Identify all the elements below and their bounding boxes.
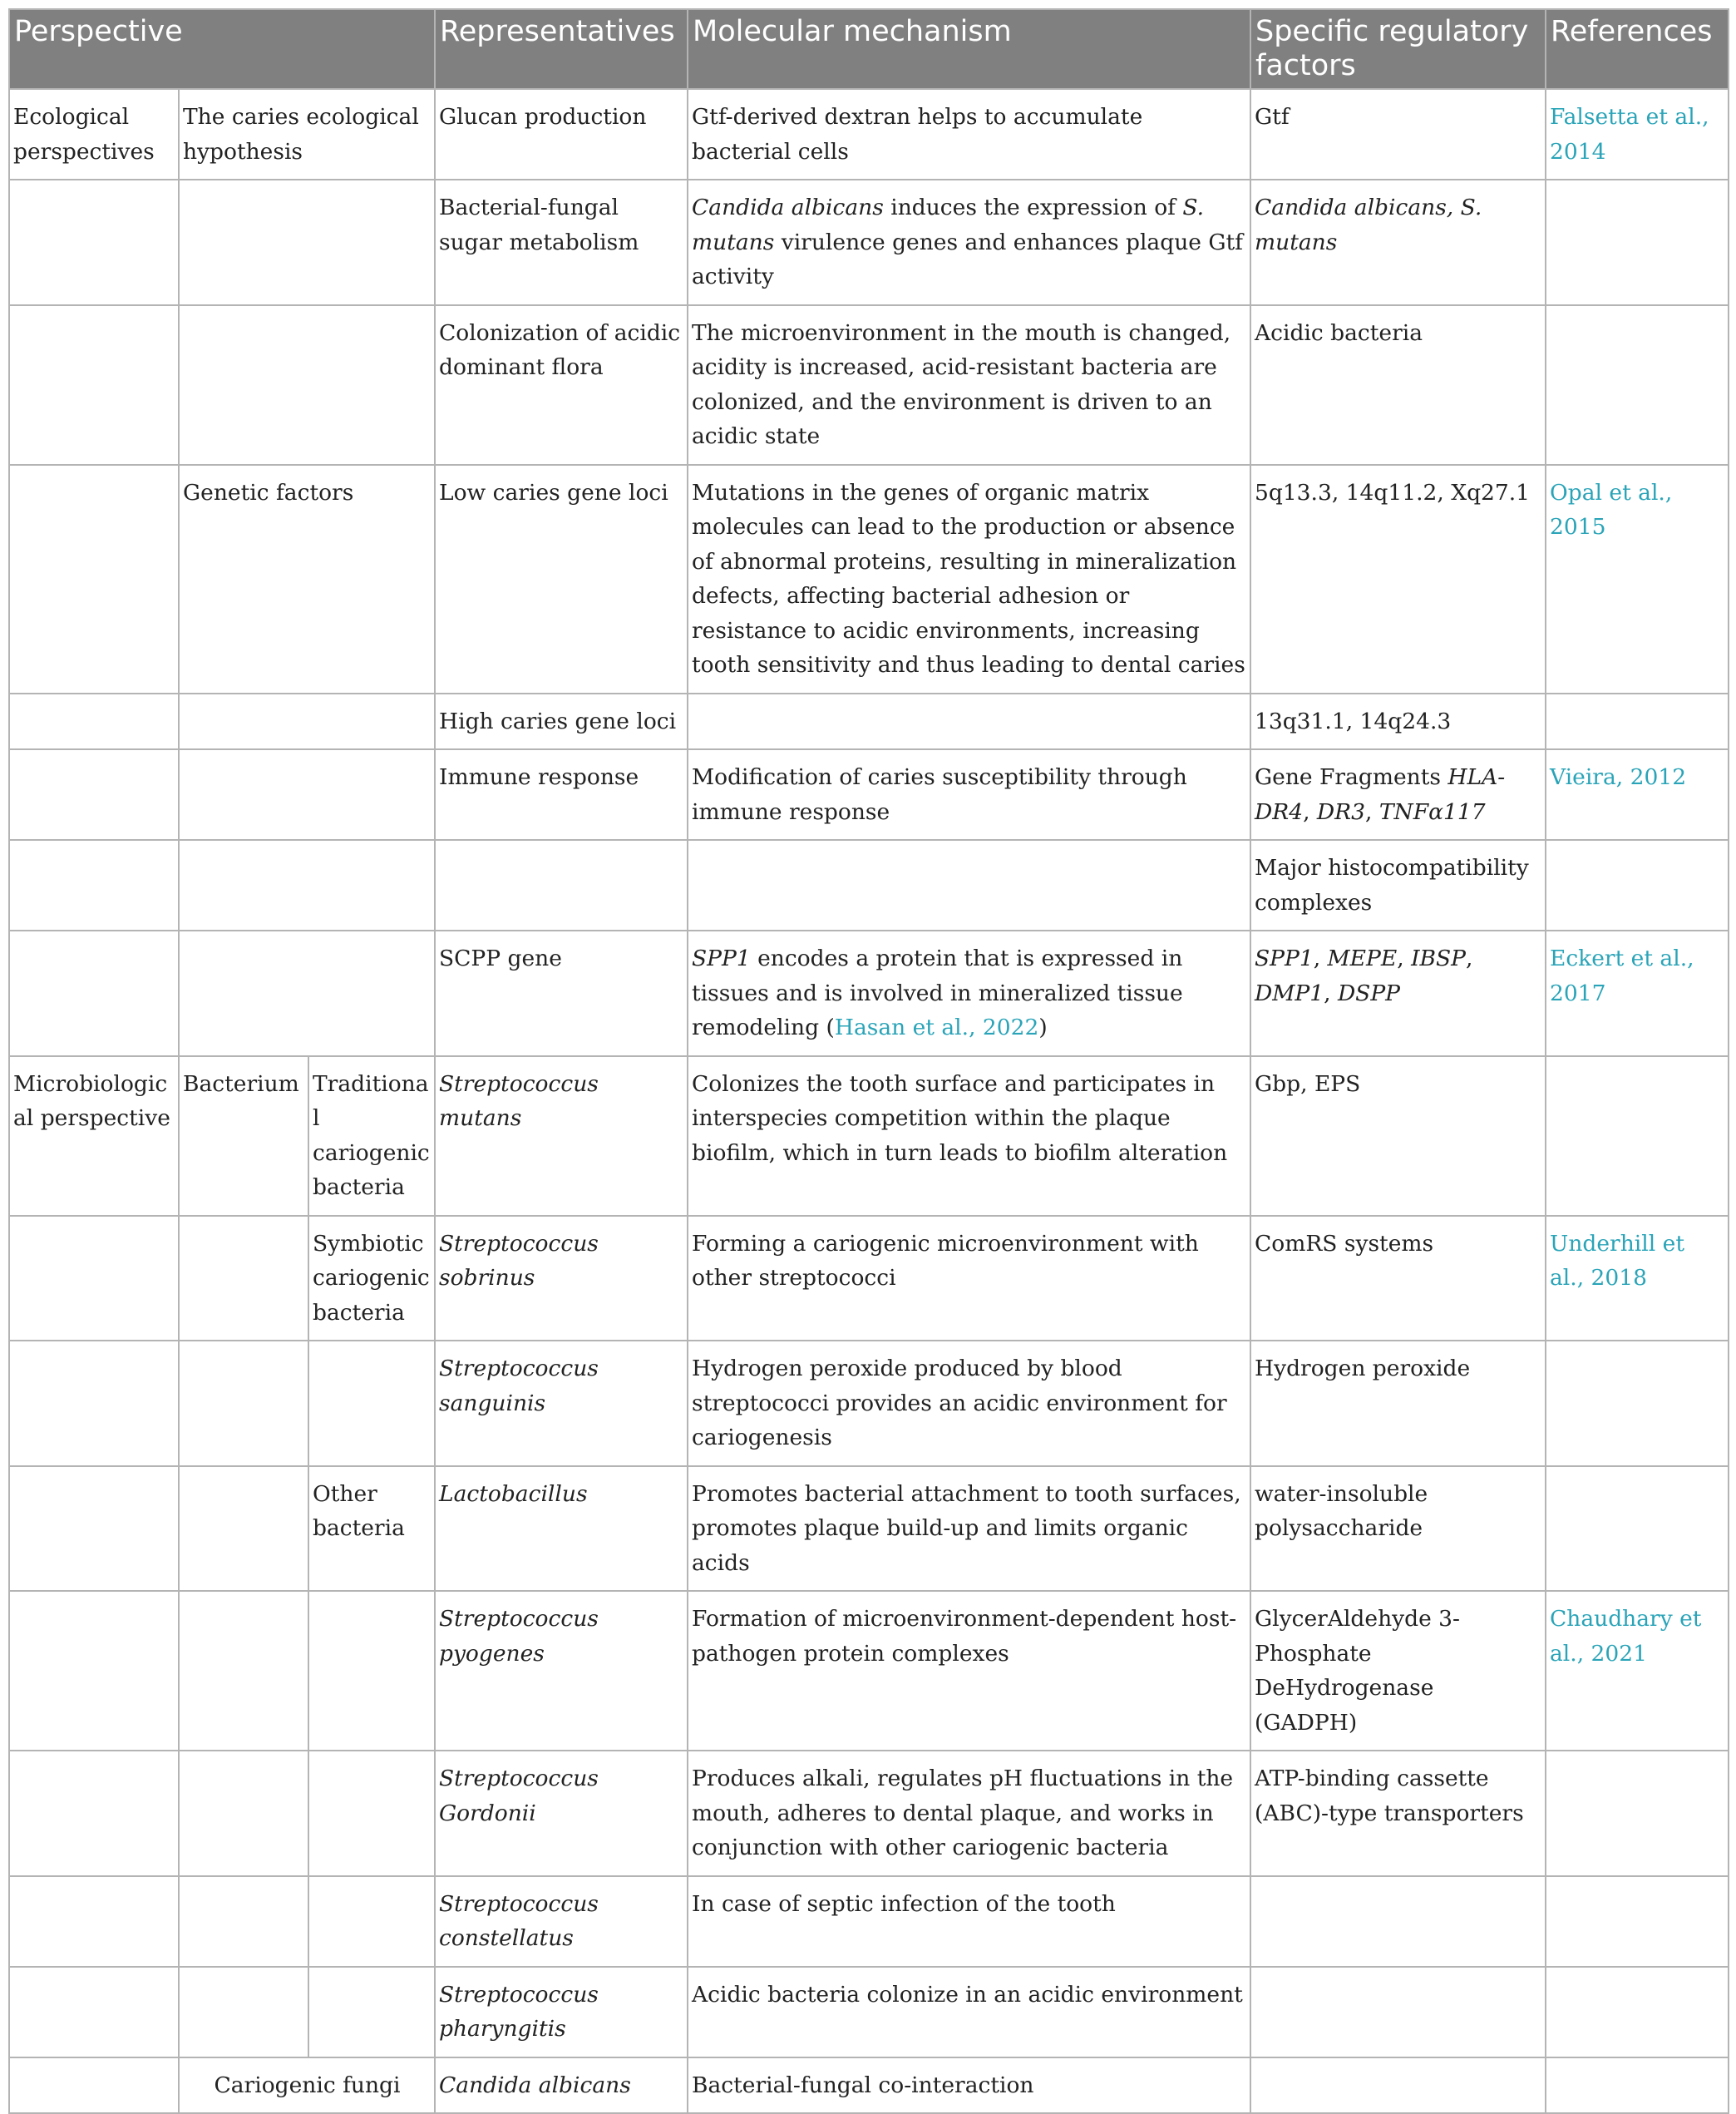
cell-factors: ATP-binding cassette (ABC)-type transporters: [1250, 1751, 1546, 1876]
cell-factors: [1250, 931, 1546, 1056]
cell-representative: Immune response: [435, 749, 688, 840]
cell-representative: Streptococcus pyogenes: [435, 1591, 688, 1751]
cell-category: [179, 1876, 308, 1967]
cell-representative: Streptococcus pharyngitis: [435, 1967, 688, 2057]
table-row: [9, 1751, 1729, 1876]
gene-name: SPP1: [692, 946, 751, 971]
cell-representative: Colonization of acidic dominant flora: [435, 305, 688, 465]
table-header-row: [9, 9, 1729, 89]
cell-factors: [1250, 749, 1546, 840]
cell-factors: ComRS systems: [1250, 1216, 1546, 1341]
reference-link[interactable]: Opal et al., 2015: [1550, 479, 1673, 540]
gene-name: SPP1: [1255, 946, 1314, 971]
cell-mechanism: Colonizes the tooth surface and participates in interspecies competition within the plaque biofilm, which in turn leads to biofilm alteration: [688, 1056, 1250, 1216]
cell-representative: Candida albicans: [435, 2057, 688, 2114]
cell-perspective: [9, 1466, 179, 1592]
cell-representative: SCPP gene: [435, 931, 688, 1056]
cell-subcategory: Traditional cariogenic bacteria: [308, 1056, 435, 1216]
table-row: [9, 749, 1729, 840]
factors-text: ,: [1313, 946, 1328, 971]
cell-mechanism: [688, 180, 1250, 305]
cell-factors: Gbp, EPS: [1250, 1056, 1546, 1216]
cell-representative: Streptococcus constellatus: [435, 1876, 688, 1967]
cell-perspective: [9, 1751, 179, 1876]
cell-representative: Bacterial-fungal sugar metabolism: [435, 180, 688, 305]
cell-mechanism: [688, 931, 1250, 1056]
cell-representative: Streptococcus mutans: [435, 1056, 688, 1216]
cell-reference: [1546, 1876, 1729, 1967]
cell-category: [179, 694, 435, 750]
table-row: [9, 840, 1729, 931]
cell-mechanism: Acidic bacteria colonize in an acidic environment: [688, 1967, 1250, 2057]
table-row: [9, 1056, 1729, 1216]
cell-mechanism: Mutations in the genes of organic matrix molecules can lead to the production or absence of abnormal proteins, resulting in mineralization defects, affecting bacterial adhesion or resistance to acidic environments, increasing tooth sensitivity and thus leading to dental caries: [688, 465, 1250, 694]
gene-name: DSPP: [1337, 980, 1400, 1006]
cell-perspective: [9, 1591, 179, 1751]
cell-mechanism: [688, 840, 1250, 931]
cell-reference[interactable]: [1546, 465, 1729, 694]
cell-category: Genetic factors: [179, 465, 435, 694]
table-row: [9, 1466, 1729, 1592]
gene-name: DR3: [1316, 798, 1365, 825]
cell-perspective: [9, 931, 179, 1056]
reference-link[interactable]: Underhill et al., 2018: [1550, 1230, 1684, 1291]
table-row: [9, 1216, 1729, 1341]
table-row: [9, 694, 1729, 750]
cell-representative: Streptococcus sobrinus: [435, 1216, 688, 1341]
cell-category: Cariogenic fungi: [179, 2057, 435, 2114]
cell-mechanism: Modification of caries susceptibility through immune response: [688, 749, 1250, 840]
cell-reference: [1546, 180, 1729, 305]
table-row: [9, 1591, 1729, 1751]
cell-mechanism: The microenvironment in the mouth is changed, acidity is increased, acid-resistant bacteria are colonized, and the environment is driven to an acidic state: [688, 305, 1250, 465]
cell-subcategory: [308, 1876, 435, 1967]
cell-representative: Streptococcus Gordonii: [435, 1751, 688, 1876]
cell-subcategory: Symbiotic cariogenic bacteria: [308, 1216, 435, 1341]
cell-reference: [1546, 694, 1729, 750]
gene-name: IBSP: [1411, 946, 1466, 971]
header-representatives: Representatives: [435, 9, 688, 89]
table-row: [9, 931, 1729, 1056]
cell-reference: [1546, 1056, 1729, 1216]
cell-reference: [1546, 1341, 1729, 1466]
cell-perspective: [9, 749, 179, 840]
cell-representative: [435, 840, 688, 931]
inline-reference-link[interactable]: Hasan et al., 2022: [834, 1015, 1039, 1040]
cell-representative: Glucan production: [435, 89, 688, 180]
header-perspective: Perspective: [9, 9, 435, 89]
cell-representative: Lactobacillus: [435, 1466, 688, 1592]
cell-perspective: [9, 2057, 179, 2114]
cell-representative: High caries gene loci: [435, 694, 688, 750]
cell-subcategory: [308, 1341, 435, 1466]
cell-category: [179, 1591, 308, 1751]
cell-category: [179, 931, 435, 1056]
table-container: [8, 8, 1728, 2114]
table-row: [9, 1876, 1729, 1967]
table-row: [9, 465, 1729, 694]
cell-mechanism: Formation of microenvironment-dependent host-pathogen protein complexes: [688, 1591, 1250, 1751]
cell-mechanism: Forming a cariogenic microenvironment with other streptococci: [688, 1216, 1250, 1341]
gene-name: HLA-DR4: [1255, 764, 1506, 825]
gene-name: DMP1: [1255, 980, 1324, 1006]
mechanism-text: induces the expression of: [883, 195, 1183, 220]
cell-subcategory: [308, 1967, 435, 2057]
species-name: S. mutans: [692, 195, 1205, 255]
cell-perspective: [9, 694, 179, 750]
gene-name: MEPE: [1327, 946, 1398, 971]
cell-reference: [1546, 1466, 1729, 1592]
cell-representative: Streptococcus sanguinis: [435, 1341, 688, 1466]
cell-category: [179, 840, 435, 931]
cell-perspective: [9, 305, 179, 465]
reference-link[interactable]: Falsetta et al., 2014: [1550, 104, 1709, 165]
mechanism-text: virulence genes and enhances plaque Gtf activity: [692, 229, 1243, 289]
cell-subcategory: [308, 1751, 435, 1876]
table-row: [9, 1341, 1729, 1466]
cell-factors: [1250, 1876, 1546, 1967]
factors-text: ,: [1303, 798, 1317, 825]
cell-category: [179, 1341, 308, 1466]
cell-factors: [1250, 2057, 1546, 2114]
cell-perspective: [9, 840, 179, 931]
cell-perspective: Microbiological perspective: [9, 1056, 179, 1216]
cell-perspective: [9, 1341, 179, 1466]
cell-factors: water-insoluble polysaccharide: [1250, 1466, 1546, 1592]
cell-reference: [1546, 1967, 1729, 2057]
table-row: [9, 89, 1729, 180]
factors-text: Gene Fragments: [1255, 764, 1448, 790]
cell-factors: 13q31.1, 14q24.3: [1250, 694, 1546, 750]
factors-text: ,: [1324, 980, 1338, 1006]
cell-perspective: [9, 1216, 179, 1341]
cell-factors: Hydrogen peroxide: [1250, 1341, 1546, 1466]
cell-reference: [1546, 840, 1729, 931]
cell-representative: Low caries gene loci: [435, 465, 688, 694]
gene-name: TNFα117: [1378, 798, 1486, 825]
cell-factors: [1250, 1967, 1546, 2057]
cell-subcategory: Other bacteria: [308, 1466, 435, 1592]
cell-category: Bacterium: [179, 1056, 308, 1216]
cell-category: [179, 1967, 308, 2057]
reference-link[interactable]: Vieira, 2012: [1550, 764, 1687, 790]
factors-text: ,: [1397, 946, 1412, 971]
cell-reference: [1546, 1751, 1729, 1876]
reference-link[interactable]: Eckert et al., 2017: [1550, 946, 1694, 1006]
cell-mechanism: Hydrogen peroxide produced by blood streptococci provides an acidic environment for cariogenesis: [688, 1341, 1250, 1466]
cell-mechanism: In case of septic infection of the tooth: [688, 1876, 1250, 1967]
header-references: References: [1546, 9, 1729, 89]
cell-perspective: [9, 1967, 179, 2057]
mechanism-text: ): [1038, 1015, 1048, 1040]
cell-category: [179, 1216, 308, 1341]
cell-reference[interactable]: [1546, 749, 1729, 840]
cell-reference[interactable]: [1546, 1216, 1729, 1341]
cell-perspective: [9, 1876, 179, 1967]
cell-factors: Gtf: [1250, 89, 1546, 180]
cell-perspective: [9, 465, 179, 694]
cell-category: [179, 1466, 308, 1592]
factors-text: ,: [1466, 946, 1473, 971]
cell-factors: 5q13.3, 14q11.2, Xq27.1: [1250, 465, 1546, 694]
cell-reference[interactable]: [1546, 1591, 1729, 1751]
table-row: [9, 2057, 1729, 2114]
cell-factors: Acidic bacteria: [1250, 305, 1546, 465]
cell-mechanism: Gtf-derived dextran helps to accumulate bacterial cells: [688, 89, 1250, 180]
cell-factors: Candida albicans, S. mutans: [1250, 180, 1546, 305]
cell-reference[interactable]: [1546, 931, 1729, 1056]
cell-perspective: Ecological perspectives: [9, 89, 179, 180]
header-factors: Specific regulatory factors: [1250, 9, 1546, 89]
cell-mechanism: Bacterial-fungal co-interaction: [688, 2057, 1250, 2114]
cell-mechanism: [688, 694, 1250, 750]
data-table: [8, 8, 1729, 2114]
cell-category: The caries ecological hypothesis: [179, 89, 435, 180]
cell-category: [179, 305, 435, 465]
cell-perspective: [9, 180, 179, 305]
table-row: [9, 305, 1729, 465]
cell-factors: GlycerAldehyde 3-Phosphate DeHydrogenase (GADPH): [1250, 1591, 1546, 1751]
factors-text: ,: [1364, 798, 1379, 825]
header-mechanism: Molecular mechanism: [688, 9, 1250, 89]
table-row: [9, 180, 1729, 305]
cell-mechanism: Promotes bacterial attachment to tooth surfaces, promotes plaque build-up and limits organic acids: [688, 1466, 1250, 1592]
cell-mechanism: Produces alkali, regulates pH fluctuations in the mouth, adheres to dental plaque, and works in conjunction with other cariogenic bacteria: [688, 1751, 1250, 1876]
cell-reference: [1546, 2057, 1729, 2114]
cell-category: [179, 1751, 308, 1876]
cell-category: [179, 180, 435, 305]
cell-reference[interactable]: [1546, 89, 1729, 180]
cell-category: [179, 749, 435, 840]
cell-factors: Major histocompatibility complexes: [1250, 840, 1546, 931]
table-row: [9, 1967, 1729, 2057]
reference-link[interactable]: Chaudhary et al., 2021: [1550, 1606, 1702, 1667]
cell-reference: [1546, 305, 1729, 465]
cell-subcategory: [308, 1591, 435, 1751]
species-name: Candida albicans: [692, 195, 884, 220]
mechanism-text: encodes a protein that is expressed in tissues and is involved in mineralized tissue remodeling (: [692, 946, 1183, 1040]
